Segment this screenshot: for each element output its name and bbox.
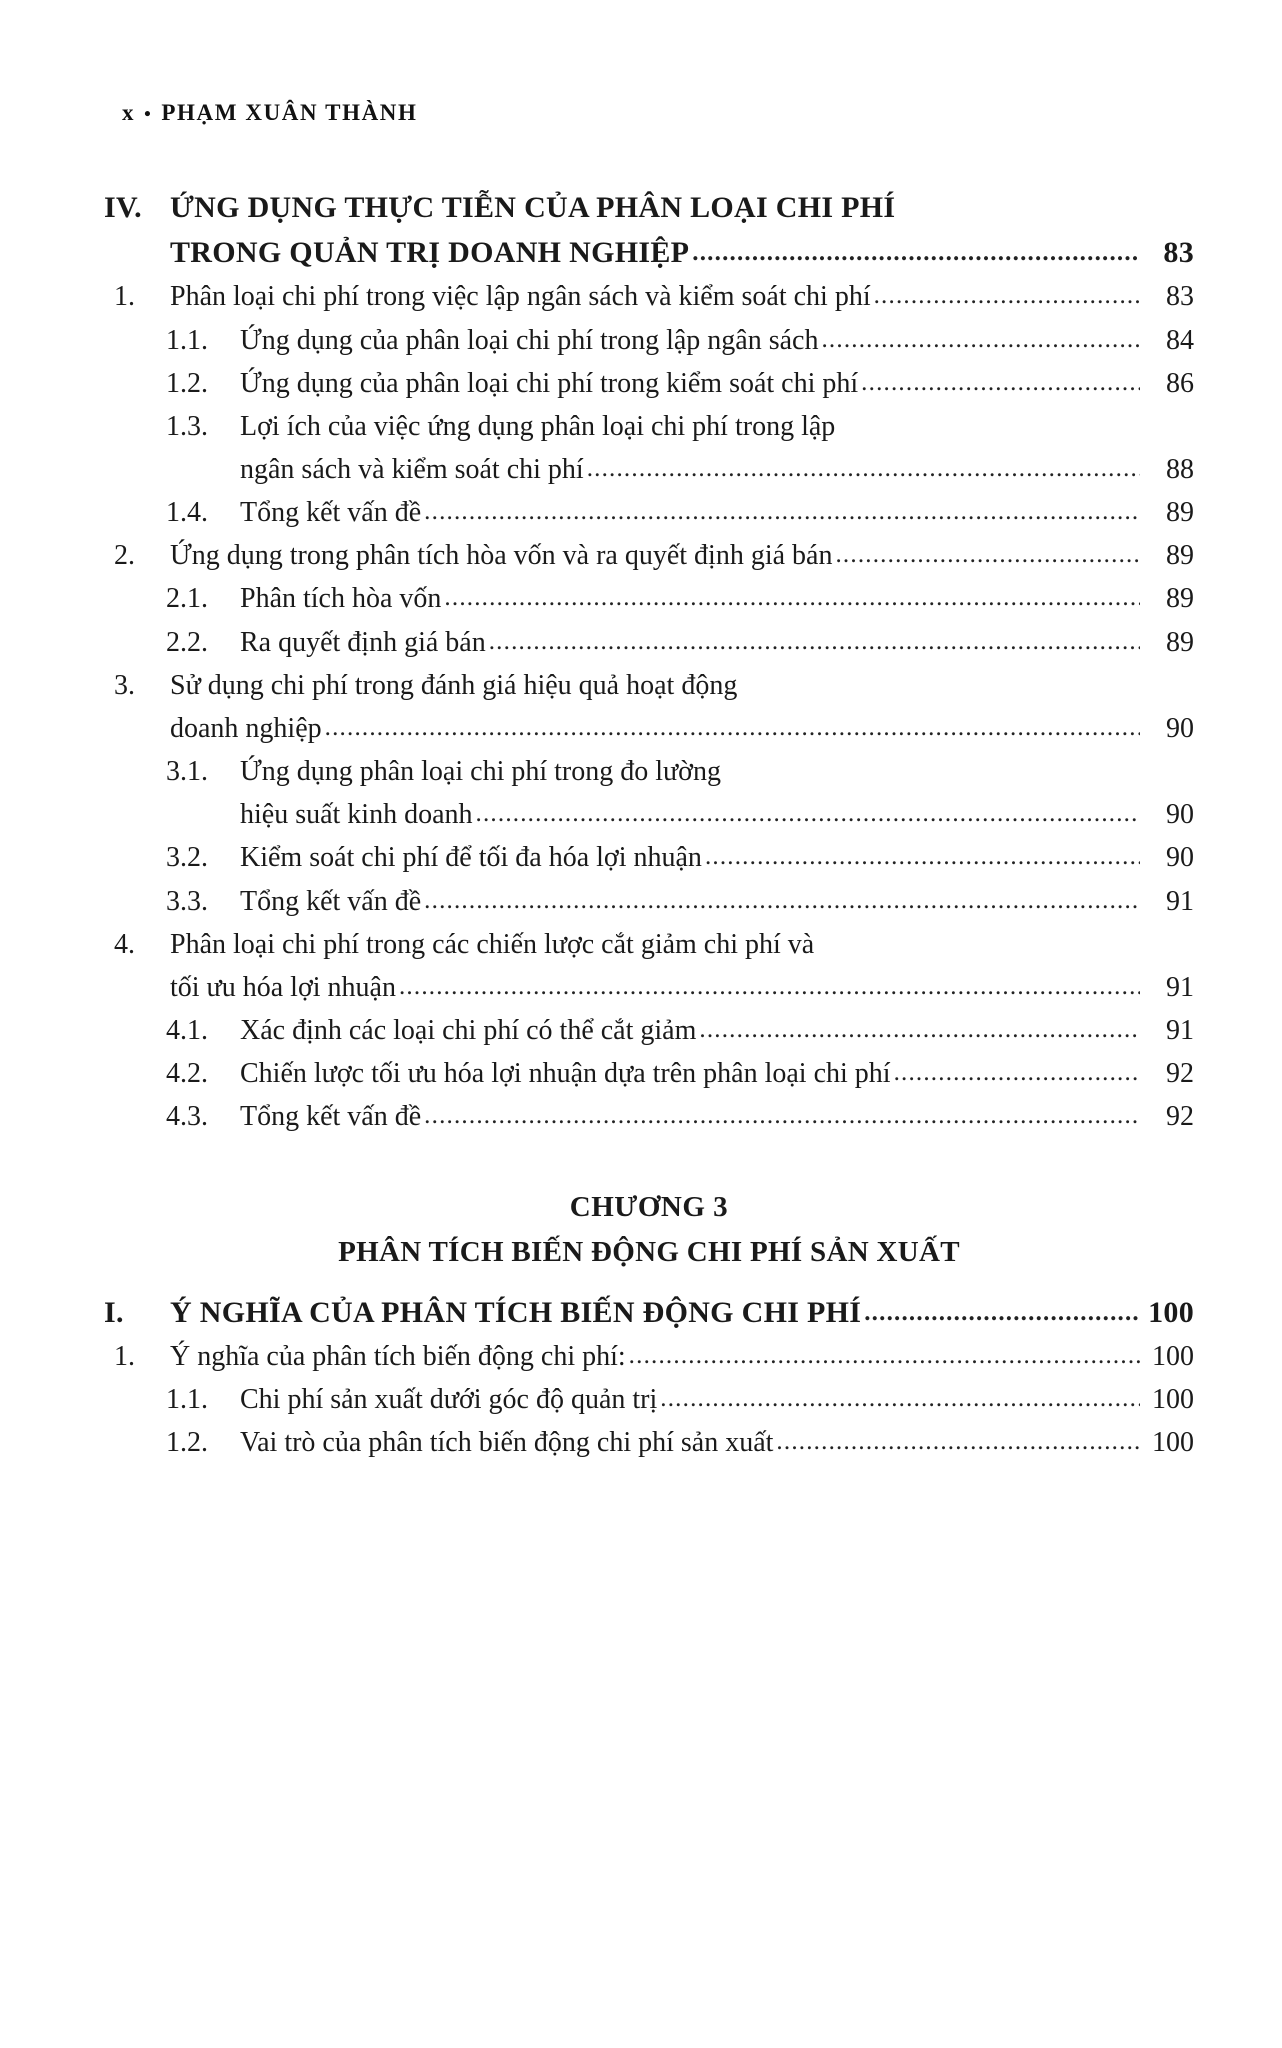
toc-entry-number: 3.1.	[166, 756, 208, 788]
toc-entry-title: Phân tích hòa vốn	[240, 583, 442, 615]
toc-leader-dots	[835, 537, 1140, 574]
toc-entry-line	[104, 665, 1194, 706]
toc-entry-line	[104, 535, 1194, 576]
toc-entry-line	[166, 320, 1194, 361]
toc-entry-page-number: 89	[1166, 540, 1194, 572]
toc-entry[interactable]	[104, 1379, 1194, 1420]
toc-entry[interactable]	[104, 492, 1194, 533]
toc-entry-number: 3.2.	[166, 842, 208, 874]
toc-entry[interactable]	[104, 1336, 1194, 1377]
toc-entry-title: Tổng kết vấn đề	[240, 1101, 422, 1133]
toc-entry-line	[104, 708, 1194, 749]
toc-entries-main	[104, 186, 1194, 1138]
toc-entry-page-number	[1142, 924, 1194, 965]
toc-entry-line	[166, 1422, 1194, 1463]
toc-entry[interactable]	[104, 924, 1194, 1008]
toc-entry-title: Ý NGHĨA CỦA PHÂN TÍCH BIẾN ĐỘNG CHI PHÍ	[170, 1295, 862, 1329]
toc-entry[interactable]	[104, 1422, 1194, 1463]
toc-entry-line	[104, 186, 1194, 229]
toc-entry-title: Tổng kết vấn đề	[240, 497, 422, 529]
toc-entry-page-number: 92	[1166, 1101, 1194, 1133]
toc-entry-page-number: 90	[1166, 842, 1194, 874]
toc-entry-line	[166, 492, 1194, 533]
toc-leader-dots	[325, 710, 1140, 747]
toc-entry-page-number: 90	[1166, 799, 1194, 831]
toc-entry-page-number: 92	[1166, 1058, 1194, 1090]
toc-entry-title: hiệu suất kinh doanh	[240, 799, 473, 831]
toc-entry-number: 1.2.	[166, 1427, 208, 1458]
toc-entries-after-chapter	[104, 1291, 1194, 1464]
toc-entry-title: Vai trò của phân tích biến động chi phí sản xuất	[240, 1427, 774, 1458]
toc-entry-indent	[104, 708, 170, 749]
toc-leader-dots	[444, 580, 1140, 617]
toc-entry-title: Tổng kết vấn đề	[240, 885, 422, 917]
toc-leader-dots	[874, 278, 1140, 315]
toc-entry-title: Lợi ích của việc ứng dụng phân loại chi phí trong lập	[240, 410, 836, 442]
toc-entry-page-number: 90	[1166, 712, 1194, 744]
toc-entry-number: 4.2.	[166, 1058, 208, 1090]
toc-entry-number: 1.2.	[166, 367, 208, 399]
toc-leader-dots	[476, 796, 1140, 833]
toc-entry[interactable]	[104, 1096, 1194, 1137]
toc-entry-page-number: 86	[1166, 367, 1194, 399]
toc-entry-line	[166, 1379, 1194, 1420]
toc-entry-number: IV.	[104, 191, 142, 224]
toc-entry[interactable]	[104, 837, 1194, 878]
toc-entry[interactable]	[104, 751, 1194, 835]
table-of-contents	[104, 186, 1194, 1465]
toc-entry-page-number: 100	[1152, 1340, 1194, 1372]
toc-leader-dots	[699, 1012, 1140, 1049]
toc-leader-dots	[424, 883, 1140, 920]
toc-entry-line	[166, 578, 1194, 619]
toc-entry-line	[166, 622, 1194, 663]
toc-entry-number: 2.	[114, 540, 135, 572]
running-head-author: PHẠM XUÂN THÀNH	[161, 100, 418, 125]
toc-entry-title: Chi phí sản xuất dưới góc độ quản trị	[240, 1383, 658, 1415]
toc-entry-line	[166, 881, 1194, 922]
toc-entry-line	[104, 1291, 1194, 1334]
toc-entry-title: Phân loại chi phí trong việc lập ngân sách và kiểm soát chi phí	[170, 281, 871, 313]
toc-entry-number: 4.	[114, 928, 135, 960]
toc-leader-dots	[587, 451, 1140, 488]
toc-entry[interactable]	[104, 406, 1194, 490]
toc-entry-title: Ý nghĩa của phân tích biến động chi phí:	[170, 1340, 626, 1372]
toc-entry-page-number: 83	[1163, 236, 1194, 270]
chapter-title: PHÂN TÍCH BIẾN ĐỘNG CHI PHÍ SẢN XUẤT	[338, 1236, 960, 1268]
toc-entry-page-number: 84	[1166, 324, 1194, 356]
toc-entry-line	[166, 1096, 1194, 1137]
toc-entry[interactable]	[104, 1053, 1194, 1094]
toc-leader-dots	[489, 624, 1140, 661]
toc-entry-line	[104, 276, 1194, 317]
toc-entry-page-number: 100	[1152, 1427, 1194, 1458]
toc-leader-dots	[861, 365, 1140, 402]
toc-leader-dots	[424, 494, 1140, 531]
toc-entry-page-number: 100	[1152, 1383, 1194, 1415]
toc-entry-line	[166, 1053, 1194, 1094]
toc-entry-number: I.	[104, 1295, 124, 1329]
toc-entry-number: 2.1.	[166, 583, 208, 615]
toc-entry-line	[166, 837, 1194, 878]
toc-entry-indent	[104, 967, 170, 1008]
toc-entry-line	[166, 363, 1194, 404]
toc-entry[interactable]	[104, 1010, 1194, 1051]
toc-entry-number: 1.	[114, 281, 135, 313]
toc-leader-dots	[705, 839, 1140, 876]
toc-entry-line	[166, 449, 1194, 490]
toc-entry-number: 1.1.	[166, 1383, 208, 1415]
toc-entry[interactable]	[104, 1291, 1194, 1334]
toc-leader-dots	[629, 1338, 1140, 1375]
toc-entry-page-number: 89	[1166, 626, 1194, 658]
toc-entry-page-number: 88	[1166, 454, 1194, 485]
toc-entry-number: 4.3.	[166, 1101, 208, 1133]
toc-leader-dots	[776, 1424, 1140, 1461]
toc-leader-dots	[821, 322, 1140, 359]
toc-entry[interactable]	[104, 535, 1194, 576]
toc-entry-title: Phân loại chi phí trong các chiến lược cắt giảm chi phí và	[170, 928, 815, 960]
toc-leader-dots	[692, 235, 1140, 271]
toc-entry[interactable]	[104, 881, 1194, 922]
toc-entry-line	[104, 967, 1194, 1008]
chapter-heading-block	[104, 1186, 1194, 1275]
toc-entry-page-number: 91	[1166, 885, 1194, 917]
toc-entry[interactable]	[104, 276, 1194, 317]
toc-entry-title: ỨNG DỤNG THỰC TIỄN CỦA PHÂN LOẠI CHI PHÍ	[170, 191, 896, 224]
toc-entry-number: 3.3.	[166, 885, 208, 917]
toc-entry-page-number: 100	[1148, 1295, 1194, 1329]
toc-entry-line	[104, 1336, 1194, 1377]
toc-entry-title: Chiến lược tối ưu hóa lợi nhuận dựa trên phân loại chi phí	[240, 1058, 891, 1090]
toc-entry-title: Ứng dụng của phân loại chi phí trong kiểm soát chi phí	[240, 367, 859, 399]
toc-entry-page-number	[1142, 665, 1194, 706]
toc-entry-number: 1.1.	[166, 324, 208, 356]
toc-entry-number: 2.2.	[166, 626, 208, 658]
toc-entry[interactable]	[104, 186, 1194, 274]
toc-entry-title: Ứng dụng của phân loại chi phí trong lập ngân sách	[240, 324, 819, 356]
toc-entry-title: tối ưu hóa lợi nhuận	[170, 971, 396, 1003]
toc-leader-dots	[399, 969, 1140, 1006]
toc-entry-page-number: 91	[1166, 1015, 1194, 1047]
toc-entry-page-number: 91	[1166, 971, 1194, 1003]
toc-entry-indent	[166, 794, 240, 835]
toc-entry-indent	[166, 449, 240, 490]
toc-entry-page-number	[1142, 186, 1194, 229]
toc-entry-line	[166, 1010, 1194, 1051]
toc-entry-title: Ra quyết định giá bán	[240, 626, 486, 658]
toc-leader-dots	[424, 1098, 1140, 1135]
toc-entry-title: Ứng dụng phân loại chi phí trong đo lường	[240, 756, 721, 788]
toc-entry-title: Xác định các loại chi phí có thể cắt giảm	[240, 1015, 697, 1047]
toc-entry-title: TRONG QUẢN TRỊ DOANH NGHIỆP	[170, 236, 690, 270]
toc-entry-number: 1.3.	[166, 410, 208, 442]
toc-entry-line	[166, 406, 1194, 447]
toc-leader-dots	[864, 1295, 1140, 1331]
toc-entry-title: Sử dụng chi phí trong đánh giá hiệu quả hoạt động	[170, 669, 738, 701]
toc-entry-page-number: 83	[1166, 281, 1194, 313]
toc-entry-page-number: 89	[1166, 583, 1194, 615]
toc-entry[interactable]	[104, 578, 1194, 619]
toc-entry-page-number	[1142, 751, 1194, 792]
toc-entry-title: Ứng dụng trong phân tích hòa vốn và ra quyết định giá bán	[170, 540, 833, 572]
chapter-label: CHƯƠNG 3	[569, 1190, 729, 1223]
page-folio: x	[122, 100, 136, 125]
toc-entry[interactable]	[104, 320, 1194, 361]
toc-entry-number: 1.4.	[166, 497, 208, 529]
toc-entry-line	[104, 924, 1194, 965]
toc-entry-line	[166, 794, 1194, 835]
toc-entry[interactable]	[104, 622, 1194, 663]
toc-entry-number: 3.	[114, 669, 135, 701]
toc-entry-title: ngân sách và kiểm soát chi phí	[240, 454, 584, 485]
running-head	[122, 100, 418, 126]
toc-entry[interactable]	[104, 363, 1194, 404]
toc-entry-title: Kiểm soát chi phí để tối đa hóa lợi nhuận	[240, 842, 702, 874]
toc-entry-number: 4.1.	[166, 1015, 208, 1047]
toc-entry-page-number: 89	[1166, 497, 1194, 529]
toc-entry-number: 1.	[114, 1340, 135, 1372]
toc-entry-line	[166, 751, 1194, 792]
toc-entry[interactable]	[104, 665, 1194, 749]
toc-leader-dots	[660, 1381, 1140, 1418]
toc-leader-dots	[894, 1055, 1140, 1092]
toc-entry-line	[104, 231, 1194, 274]
toc-entry-page-number	[1142, 406, 1194, 447]
running-head-separator: •	[144, 103, 153, 125]
toc-entry-title: doanh nghiệp	[170, 712, 322, 744]
toc-entry-indent	[104, 231, 170, 274]
